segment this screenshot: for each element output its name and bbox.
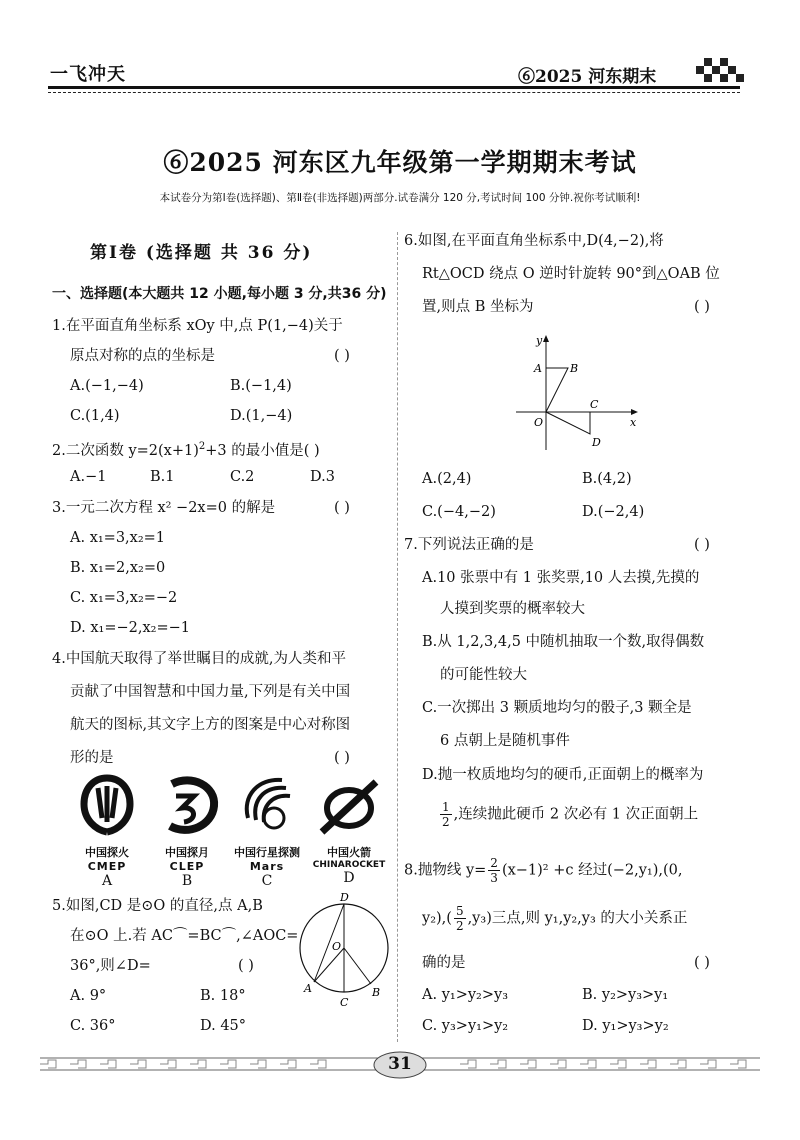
q5-label-d: D — [340, 891, 349, 904]
q1-answer-blank[interactable]: ( ) — [334, 348, 350, 364]
q5-option-a[interactable]: A. 9° — [70, 988, 107, 1004]
q6-label-d: D — [592, 436, 601, 449]
q1-option-c[interactable]: C.(1,4) — [70, 408, 120, 424]
q5-option-d[interactable]: D. 45° — [200, 1018, 247, 1034]
q5-label-c: C — [340, 996, 349, 1009]
logo-b-letter: B — [181, 873, 193, 889]
page-number-badge — [372, 1050, 428, 1080]
logo-c-cn: 中国行星探测 — [234, 846, 300, 859]
logo-d-en: CHINAROCKET — [312, 860, 386, 870]
q5-line2: 在⊙O 上.若 AC⌒=BC⌒,∠AOC= — [70, 928, 299, 944]
q5-line1: 5.如图,CD 是⊙O 的直径,点 A,B — [52, 898, 263, 914]
q1-line1: 1.在平面直角坐标系 xOy 中,点 P(1,−4)关于 — [52, 318, 343, 334]
logo-d-cn: 中国火箭 — [327, 846, 371, 859]
logo-option-d[interactable] — [304, 770, 394, 886]
q8-option-a[interactable]: A. y₁>y₂>y₃ — [422, 987, 509, 1003]
logo-d-letter: D — [343, 870, 355, 886]
exam-instructions: 本试卷分为第Ⅰ卷(选择题)、第Ⅱ卷(非选择题)两部分.试卷满分 120 分,考试时间 100 分钟.祝你考试顺利! — [159, 192, 641, 204]
chinarocket-emblem-icon — [314, 770, 384, 840]
q7-option-a[interactable]: A.10 张票中有 1 张奖票,10 人去摸,先摸的 — [422, 570, 700, 586]
page-number: 31 — [388, 1054, 412, 1074]
logo-b-en: CLEP — [169, 860, 205, 873]
q8-option-b[interactable]: B. y₂>y₃>y₁ — [582, 987, 669, 1003]
q5-line3: 36°,则∠D= — [70, 958, 151, 974]
q2-option-b[interactable]: B.1 — [150, 469, 175, 485]
q3-option-b[interactable]: B. x₁=2,x₂=0 — [70, 560, 166, 576]
q5-answer-blank[interactable]: ( ) — [238, 958, 254, 974]
q1-option-b[interactable]: B.(−1,4) — [230, 378, 292, 394]
mars-emblem-icon — [232, 770, 302, 840]
logo-b-cn: 中国探月 — [165, 846, 209, 859]
q2-option-d[interactable]: D.3 — [310, 469, 335, 485]
cmep-emblem-icon — [72, 770, 142, 840]
q6-label-a: A — [534, 362, 542, 375]
fraction-five-halves: $\frac{5}{2}$ — [455, 904, 464, 933]
q7-line1: 7.下列说法正确的是 — [404, 537, 534, 553]
fraction-half: $\frac{1}{2}$ — [442, 800, 450, 829]
q6-option-c[interactable]: C.(−4,−2) — [422, 504, 496, 520]
q1-option-d[interactable]: D.(1,−4) — [230, 408, 293, 424]
logo-c-en: Mars — [249, 860, 285, 873]
q8-answer-blank[interactable]: ( ) — [694, 955, 710, 971]
q6-line3: 置,则点 B 坐标为 — [422, 299, 534, 315]
q6-label-b: B — [570, 362, 579, 375]
q7-option-c-cont: 6 点朝上是随机事件 — [440, 733, 570, 749]
checker-decoration — [696, 56, 742, 86]
logo-c-letter: C — [261, 873, 273, 889]
section-heading: 第Ⅰ卷 (选择题 共 36 分) — [90, 243, 313, 263]
header-exam-label: ⑥2025 河东期末 — [518, 67, 657, 87]
q5-circle-figure — [296, 890, 396, 1014]
q5-label-b: B — [372, 986, 381, 999]
q8-option-c[interactable]: C. y₃>y₁>y₂ — [422, 1018, 509, 1034]
q6-option-d[interactable]: D.(−2,4) — [582, 504, 645, 520]
page-title: ⑥2025 河东区九年级第一学期期末考试 — [163, 148, 637, 177]
q6-label-c: C — [590, 398, 599, 411]
q6-label-x: x — [630, 416, 637, 429]
q7-option-b[interactable]: B.从 1,2,3,4,5 中随机抽取一个数,取得偶数 — [422, 634, 705, 650]
q6-answer-blank[interactable]: ( ) — [694, 299, 710, 315]
q3-line1: 3.一元二次方程 x² −2x=0 的解是 — [52, 500, 276, 516]
q6-line2: Rt△OCD 绕点 O 逆时针旋转 90°到△OAB 位 — [422, 266, 720, 282]
logo-option-b[interactable] — [142, 770, 232, 889]
q1-line2: 原点对称的点的坐标是 — [70, 348, 215, 364]
q5-label-a: A — [304, 982, 312, 995]
q7-answer-blank[interactable]: ( ) — [694, 537, 710, 553]
brand-logo: 一飞冲天 — [50, 64, 126, 85]
q1-option-a[interactable]: A.(−1,−4) — [70, 378, 144, 394]
q7-option-d-cont: $\frac{1}{2}$ ,连续抛此硬币 2 次必有 1 次正面朝上 — [442, 800, 699, 829]
q5-option-b[interactable]: B. 18° — [200, 988, 246, 1004]
q6-option-b[interactable]: B.(4,2) — [582, 471, 632, 487]
q3-option-a[interactable]: A. x₁=3,x₂=1 — [70, 530, 166, 546]
q8-line2: y₂),( $\frac{5}{2}$ ,y₃)三点,则 y₁,y₂,y₃ 的大小关系正 — [422, 904, 688, 933]
fraction-two-thirds: $\frac{2}{3}$ — [490, 856, 498, 885]
q6-coordinate-figure — [512, 330, 642, 455]
clep-emblem-icon — [152, 770, 222, 840]
q4-answer-blank[interactable]: ( ) — [334, 750, 350, 766]
q3-answer-blank[interactable]: ( ) — [334, 500, 350, 516]
q8-option-d[interactable]: D. y₁>y₃>y₂ — [582, 1018, 669, 1034]
q2-option-c[interactable]: C.2 — [230, 469, 255, 485]
q4-line2: 贡献了中国智慧和中国力量,下列是有关中国 — [70, 684, 351, 700]
q7-option-b-cont: 的可能性较大 — [440, 667, 527, 683]
q4-line1: 4.中国航天取得了举世瞩目的成就,为人类和平 — [52, 651, 346, 667]
q6-label-y: y — [536, 334, 543, 347]
logo-a-en: CMEP — [87, 860, 127, 873]
q2-option-a[interactable]: A.−1 — [70, 469, 107, 485]
logo-option-c[interactable] — [222, 770, 312, 889]
q6-option-a[interactable]: A.(2,4) — [422, 471, 472, 487]
header-rule — [48, 86, 740, 89]
q3-option-c[interactable]: C. x₁=3,x₂=−2 — [70, 590, 178, 606]
header-rule-dashed — [48, 92, 740, 93]
q6-label-o: O — [534, 416, 544, 429]
logo-option-a[interactable] — [62, 770, 152, 889]
q4-line3: 航天的图标,其文字上方的图案是中心对称图 — [70, 717, 351, 733]
q8-line1: 8.抛物线 y= $\frac{2}{3}$ (x−1)² +c 经过(−2,y₁),(0, — [404, 856, 683, 885]
q7-option-a-cont: 人摸到奖票的概率较大 — [440, 601, 585, 617]
q3-option-d[interactable]: D. x₁=−2,x₂=−1 — [70, 620, 190, 636]
logo-a-letter: A — [101, 873, 113, 889]
q7-option-c[interactable]: C.一次掷出 3 颗质地均匀的骰子,3 颗全是 — [422, 700, 692, 716]
q5-option-c[interactable]: C. 36° — [70, 1018, 116, 1034]
q8-line3: 确的是 — [422, 955, 466, 971]
q5-label-o: O — [332, 940, 342, 953]
q4-line4: 形的是 — [70, 750, 114, 766]
q6-line1: 6.如图,在平面直角坐标系中,D(4,−2),将 — [404, 233, 664, 249]
q7-option-d[interactable]: D.抛一枚质地均匀的硬币,正面朝上的概率为 — [422, 767, 704, 783]
section-subheading: 一、选择题(本大题共 12 小题,每小题 3 分,共36 分) — [52, 286, 387, 302]
q2-line1: 2.二次函数 $y=2(x+1)^2+3$ 的最小值是( ) — [52, 441, 320, 459]
column-divider — [397, 232, 398, 1042]
logo-a-cn: 中国探火 — [85, 846, 129, 859]
